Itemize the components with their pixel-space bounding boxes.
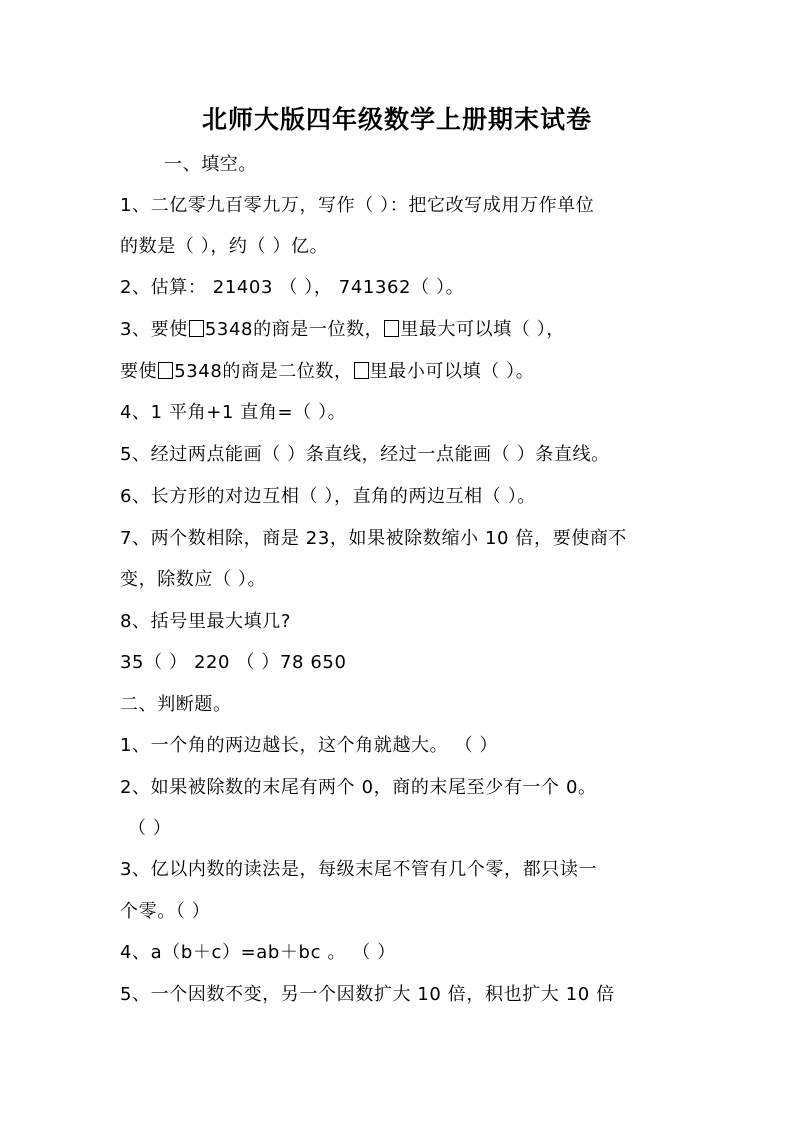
- question-3b-prefix: 要使: [120, 361, 158, 382]
- page-title: 北师大版四年级数学上册期末试卷: [201, 105, 592, 134]
- question-4: 4、1 平角+1 直角=（ ）。: [120, 402, 347, 423]
- question-6: 6、长方形的对边互相（ ），直角的两边互相（ ）。: [120, 486, 536, 507]
- judge-3-line-1: 3、亿以内数的读法是，每级末尾不管有几个零，都只读一: [120, 859, 598, 880]
- section-heading-fill-blank: 一、填空。: [164, 154, 257, 175]
- question-2: 2、估算： 21403 （ ）， 741362（ ）。: [120, 277, 465, 298]
- blank-box-icon: [354, 362, 369, 379]
- question-3-line-2: [120, 357, 534, 383]
- question-3-suffix: 里最大可以填（ ），: [400, 319, 566, 340]
- blank-box-icon: [158, 362, 173, 379]
- question-5: 5、经过两点能画（ ）条直线，经过一点能画（ ）条直线。: [120, 444, 610, 465]
- question-1-line-2: 的数是（ ），约（ ）亿。: [120, 236, 329, 257]
- question-1-line-1: 1、二亿零九百零九万，写作（ ）：把它改写成用万作单位: [120, 195, 595, 216]
- question-3-middle: 5348的商是一位数，: [204, 319, 384, 340]
- question-3b-suffix: 里最小可以填（ ）。: [369, 361, 535, 382]
- question-3-prefix: 3、要使: [120, 319, 188, 340]
- judge-5: 5、一个因数不变，另一个因数扩大 10 倍，积也扩大 10 倍: [120, 984, 615, 1005]
- question-3b-middle: 5348的商是二位数，: [174, 361, 353, 382]
- judge-2-line-2: （ ）: [128, 818, 172, 839]
- judge-3-line-2: 个零。（ ）: [120, 901, 211, 922]
- section-heading-true-false: 二、判断题。: [120, 694, 232, 715]
- question-7-line-2: 变，除数应（ ）。: [120, 569, 267, 590]
- judge-2-line-1: 2、如果被除数的末尾有两个 0，商的末尾至少有一个 0。: [120, 777, 597, 798]
- question-3-line-1: [120, 315, 565, 341]
- blank-box-icon: [189, 320, 204, 337]
- question-8-items: 35（ ） 220 （ ）78 650: [120, 652, 347, 673]
- blank-box-icon: [384, 320, 399, 337]
- question-7-line-1: 7、两个数相除，商是 23，如果被除数缩小 10 倍，要使商不: [120, 528, 628, 549]
- judge-4: 4、a（b＋c）=ab＋bc 。 （ ）: [120, 942, 396, 963]
- question-8: 8、括号里最大填几?: [120, 611, 292, 632]
- judge-1: 1、一个角的两边越长，这个角就越大。 （ ）: [120, 735, 499, 756]
